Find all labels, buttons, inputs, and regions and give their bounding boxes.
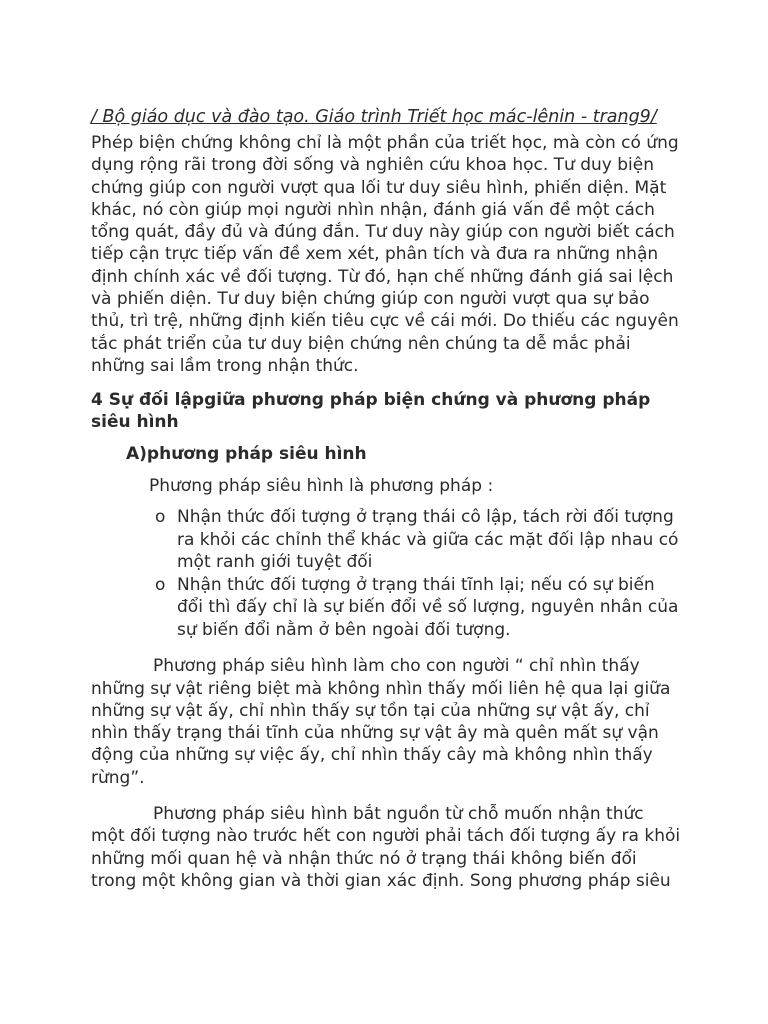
citation-reference: / Bộ giáo dục và đào tạo. Giáo trình Triết học mác-lênin - trang9/	[91, 107, 657, 127]
bullet-text: Nhận thức đối tượng ở trạng thái tĩnh lại; nếu có sự biến đổi thì đấy chỉ là sự biến đổi về số lượng, nguyên nhân của sự biến đổi nằm ở bên ngoài đối tượng.	[177, 574, 679, 640]
list-item	[155, 506, 682, 574]
bullet-marker: o	[155, 574, 166, 595]
subsection-heading: A)phương pháp siêu hình	[126, 444, 367, 465]
list-item	[155, 574, 682, 642]
paragraph-metaphysics-effect: Phương pháp siêu hình làm cho con người “ chỉ nhìn thấy những sự vật riêng biệt mà không nhìn thấy mối liên hệ qua lại giữa những sự vật ấy, chỉ nhìn thấy sự tồn tại của những sự vật ấy, chỉ nhìn thấy trạng thái tĩnh của những sự vật ây mà quên mất sự vận động của những sự việc ấy, chỉ nhìn thấy cây mà không nhìn thấy rừng”.	[91, 656, 671, 788]
intro-paragraph: Phép biện chứng không chỉ là một phần của triết học, mà còn có ứng dụng rộng rãi trong đời sống và nghiên cứu khoa học. Tư duy biện chứng giúp con người vượt qua lối tư duy siêu hình, phiến diện. Mặt khác, nó còn giúp mọi người nhìn nhận, đánh giá vấn đề một cách tổng quát, đầy đủ và đúng đắn. Tư duy này giúp con người biết cách tiếp cận trực tiếp vấn đề xem xét, phân tích và đưa ra những nhận định chính xác về đối tượng. Từ đó, hạn chế những đánh giá sai lệch và phiến diện. Tư duy biện chứng giúp con người vượt qua sự bảo thủ, trì trệ, những định kiến tiêu cực về cái mới. Do thiếu các nguyên tắc phát triển của tư duy biện chứng nên chúng ta dễ mắc phải những sai lầm trong nhận thức.	[91, 133, 679, 376]
method-intro-line: Phương pháp siêu hình là phương pháp :	[149, 476, 494, 497]
paragraph-metaphysics-origin: Phương pháp siêu hình bắt nguồn từ chỗ muốn nhận thức một đối tượng nào trước hết con người phải tách đối tượng ấy ra khỏi những mối quan hệ và nhận thức nó ở trạng thái không biến đổi trong một không gian và thời gian xác định. Song phương pháp siêu	[91, 804, 681, 891]
bullet-marker: o	[155, 507, 166, 528]
section-heading: 4 Sự đối lậpgiữa phương pháp biện chứng và phương pháp siêu hình	[91, 390, 651, 433]
bullet-list	[91, 506, 682, 641]
bullet-text: Nhận thức đối tượng ở trạng thái cô lập, tách rời đối tượng ra khỏi các chỉnh thể khác và giữa các mặt đối lập nhau có một ranh giới tuyệt đối	[177, 507, 679, 573]
